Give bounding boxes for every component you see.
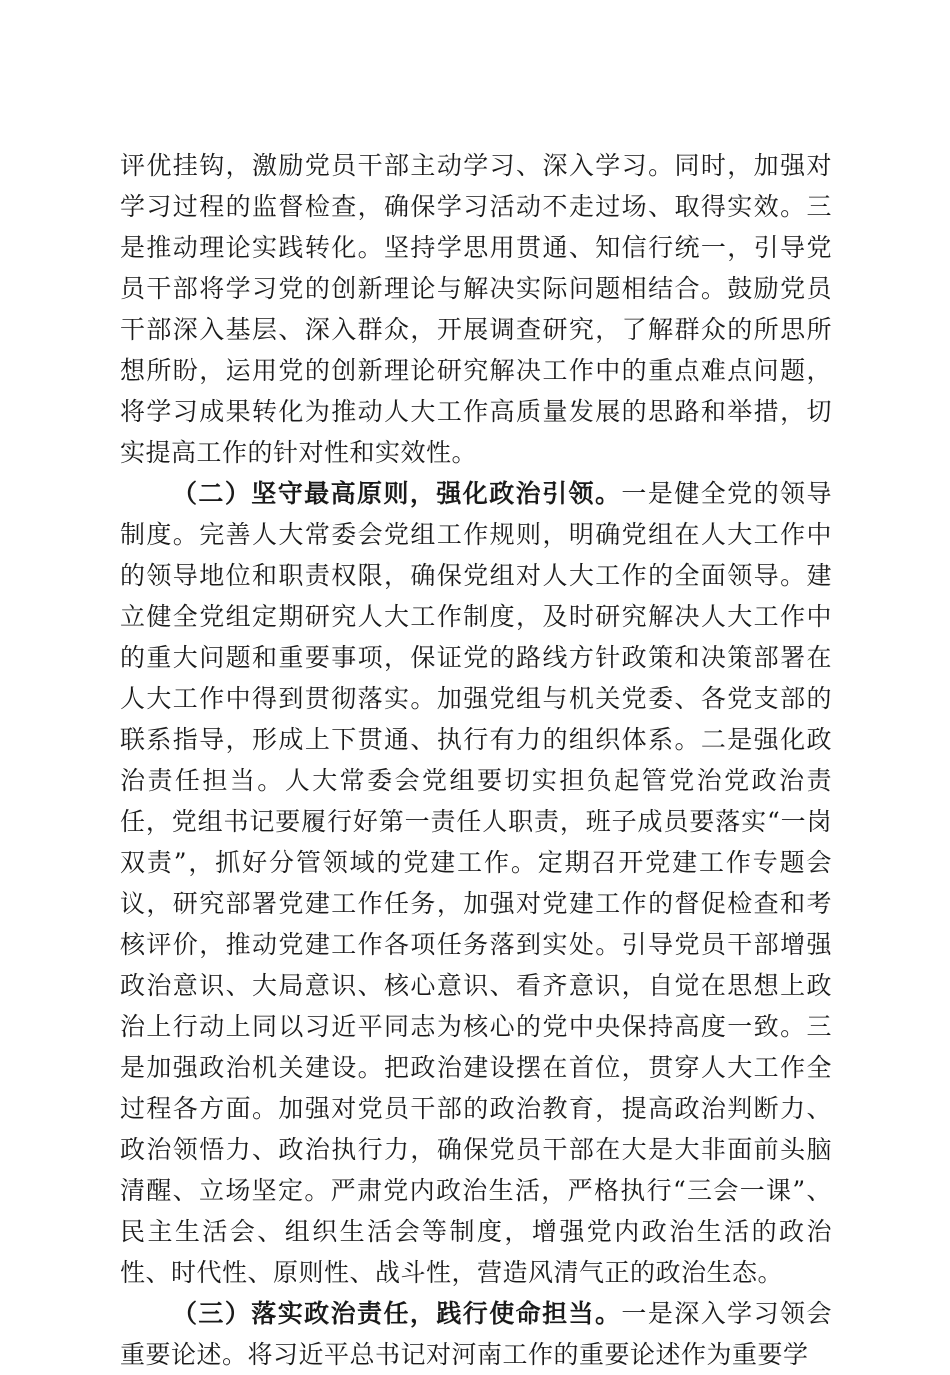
section-heading: （三）落实政治责任，践行使命担当。 xyxy=(172,1299,622,1328)
document-body xyxy=(120,145,832,1375)
paragraph-section-3 xyxy=(120,1293,832,1375)
section-heading: （二）坚守最高原则，强化政治引领。 xyxy=(172,479,622,508)
paragraph-continuation xyxy=(120,145,832,473)
paragraph-text: 一是深入学习领会重要论述。将习近平总书记对河南工作的重要论述作为重要学 xyxy=(120,1299,832,1369)
paragraph-section-2 xyxy=(120,473,832,1293)
paragraph-text: 一是健全党的领导制度。完善人大常委会党组工作规则，明确党组在人大工作中的领导地位和职责权限，确保党组对人大工作的全面领导。建立健全党组定期研究人大工作制度，及时研究解决人大工作中的重大问题和重要事项，保证党的路线方针政策和决策部署在人大工作中得到贯彻落实。加强党组与机关党委、各党支部的联系指导，形成上下贯通、执行有力的组织体系。二是强化政治责任担当。人大常委会党组要切实担负起管党治党政治责任，党组书记要履行好第一责任人职责，班子成员要落实“一岗双责”，抓好分管领域的党建工作。定期召开党建工作专题会议，研究部署党建工作任务，加强对党建工作的督促检查和考核评价，推动党建工作各项任务落到实处。引导党员干部增强政治意识、大局意识、核心意识、看齐意识，自觉在思想上政治上行动上同以习近平同志为核心的党中央保持高度一致。三是加强政治机关建设。把政治建设摆在首位，贯穿人大工作全过程各方面。加强对党员干部的政治教育，提高政治判断力、政治领悟力、政治执行力，确保党员干部在大是大非面前头脑清醒、立场坚定。严肃党内政治生活，严格执行“三会一课”、民主生活会、组织生活会等制度，增强党内政治生活的政治性、时代性、原则性、战斗性，营造风清气正的政治生态。 xyxy=(120,479,832,1287)
paragraph-text: 评优挂钩，激励党员干部主动学习、深入学习。同时，加强对学习过程的监督检查，确保学习活动不走过场、取得实效。三是推动理论实践转化。坚持学思用贯通、知信行统一，引导党员干部将学习党的创新理论与解决实际问题相结合。鼓励党员干部深入基层、深入群众，开展调查研究，了解群众的所思所想所盼，运用党的创新理论研究解决工作中的重点难点问题，将学习成果转化为推动人大工作高质量发展的思路和举措，切实提高工作的针对性和实效性。 xyxy=(120,151,832,467)
